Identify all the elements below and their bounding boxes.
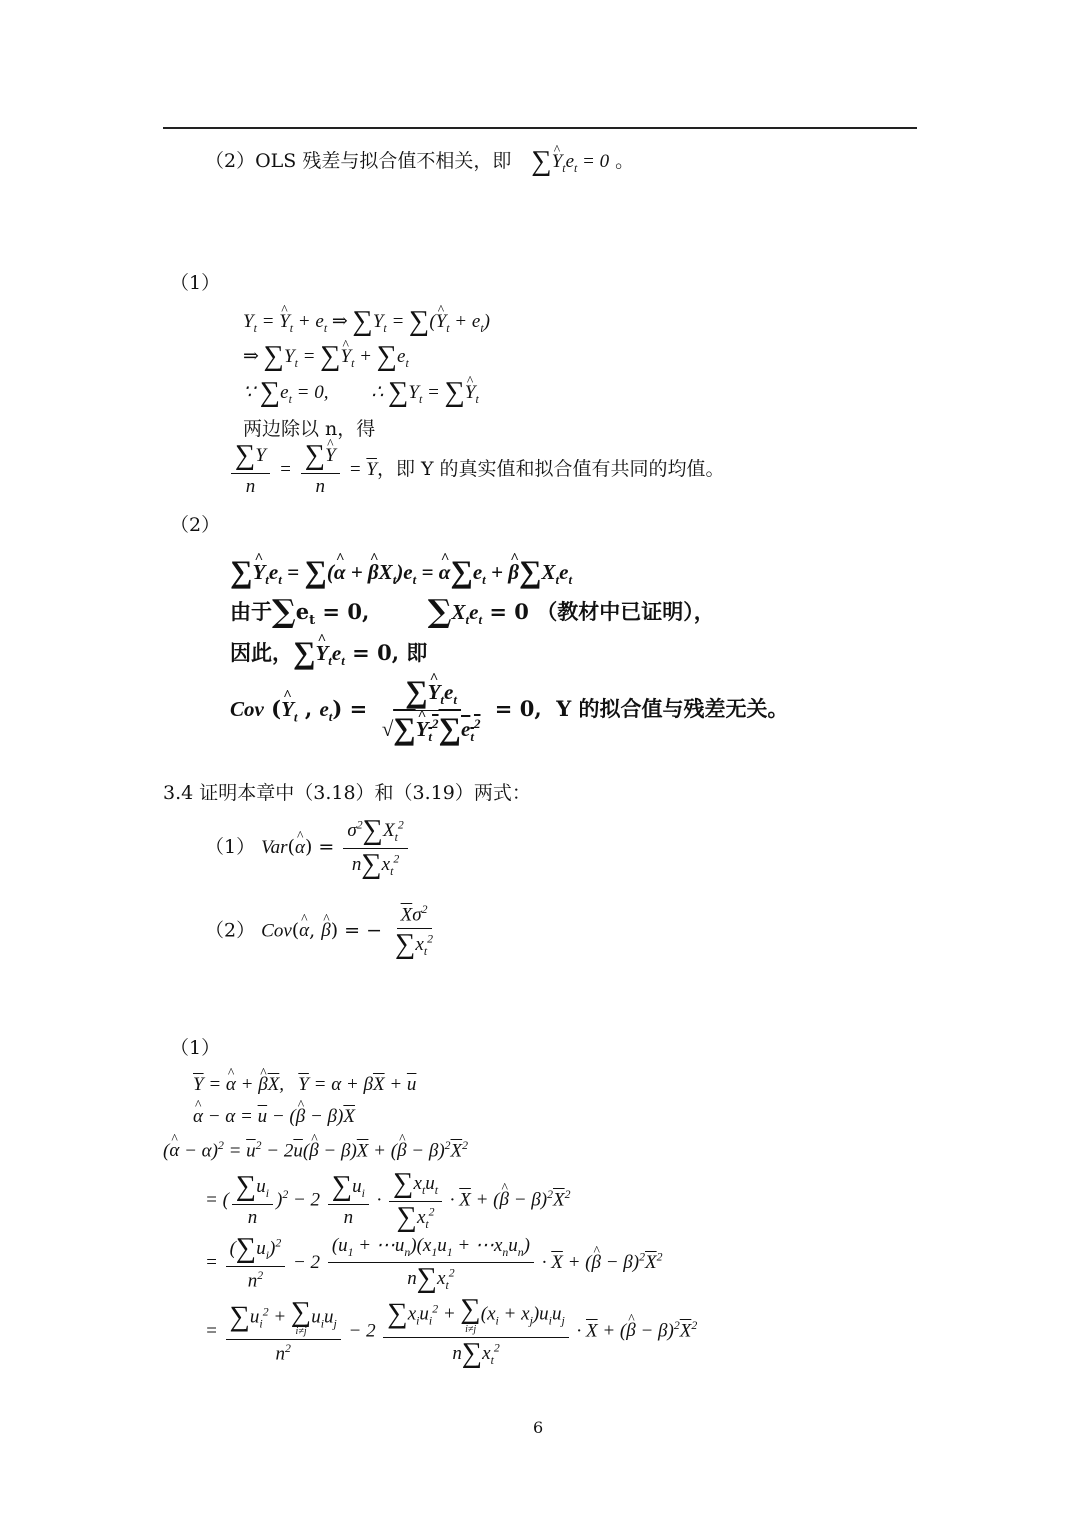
textbook-text: （教材中已证明）， [536, 599, 715, 624]
part2-label: （2） [170, 514, 221, 536]
frac-sum-u-over-n: $\frac{\sum u_i}{n}$ [232, 1173, 273, 1229]
item1-label: （1） [205, 836, 256, 858]
part1-conclusion: ，即 Y 的真实值和拟合值有共同的均值。 [376, 457, 725, 480]
eq-expand-step1: = ( $\frac{\sum u_i}{n}$ )$^2$ − 2 $\frac{\sum u_i}{n}$ · $\frac{\sum x_tu_t}{\sum x_t^2}$ · $\overline{X}$ + (^ $\beta - \beta)^2\overline{X}^2$ [205, 1170, 571, 1232]
cov-alpha-beta-line: （2） Cov(^ α, ^ β) = − $\frac{\overline{X}\sigma^2}{\sum x_t^2}$ [205, 903, 440, 960]
therefore-line: 因此，∑^ $Y_te_t = 0$, 即 [230, 637, 427, 669]
question-suffix: 。 [615, 150, 635, 172]
eq-residual-sum: $Y_t$ = ^ $Y_t + e_t$ ⇒ $\sum Y_t$ = ∑(^ $Y_t + e_t$) [243, 308, 490, 337]
frac-sum-u2-cross: $\sum u_i^2$ + ∑ i≠j $u_iu_j$ $n^2$ [226, 1299, 341, 1366]
fraction-sum-yhat: $\frac{\sum\^{} Y}{n}$ [301, 442, 340, 498]
frac-sum-xu2-cross: $\sum x_iu_i^2$ + ∑ i≠j $(x_i + x_j)u_iu_j$ $n\sum x_t^2$ [383, 1296, 568, 1368]
cov-alpha-beta-fraction: $\frac{\overline{X}\sigma^2}{\sum x_t^2}$ [395, 903, 434, 961]
part1-label: （1） [170, 272, 221, 294]
cov-fraction: $\frac{\sum\^{} Y_te_t}{√\sum\^{} Y_t^2\sum e_t^2}$ [378, 676, 485, 745]
therefore-text: 因此， [230, 640, 293, 665]
eq-alpha-diff: ^ $\alpha - \alpha = \overline{u}$ − (^ $\beta - \beta)\overline{X}$ [193, 1106, 355, 1128]
item2-label: （2） [205, 919, 256, 942]
header-rule [163, 127, 917, 129]
question-line [205, 146, 634, 177]
frac-sum-xu-over-sum-x2: $\frac{\sum x_tu_t}{\sum x_t^2}$ [389, 1170, 442, 1232]
problem-34-title: 3.4 证明本章中（3.18）和（3.19）两式： [163, 782, 531, 804]
eq-sum-split: ⇒ $\sum Y_t$ = ∑^ $Y_t + \sum e_t$ [243, 343, 409, 372]
page-number: 6 [533, 1418, 544, 1437]
fraction-sum-y: $\frac{\sum Y}{n}$ [231, 442, 270, 498]
eq-because: ∵ $\sum e_t = 0$, ∴ $\sum Y_t$ = ∑^ $Y_t$ [243, 379, 479, 408]
part2-conclusion: Y 的拟合值与残差无关。 [556, 696, 789, 722]
eq-expand-step3: = $\sum u_i^2$ + ∑ i≠j $u_iu_j$ $n^2$ − 2 $\sum x_iu_i^2$ + ∑ i≠j $(x_i + x_j)u_iu_j$ $n\sum x_t^2$ · $\overline{X}$ + (^ $\beta - \beta)^2\overline{X}^2$ [205, 1296, 697, 1368]
var-alpha-line: （1） Var(^ α) = $\frac{\sigma^2\sum X_t^2}{n\sum x_t^2}$ [205, 817, 411, 879]
eq-means: $\overline{Y}$ = ^ α + ^ $\beta\overline{X}$, $\overline{Y} = \alpha + \beta\overline{X} + \overline{u}$ [193, 1074, 416, 1096]
question-intro: （2）OLS 残差与拟合值不相关，即 [205, 150, 512, 172]
eq-expand-yhat-e: ∑^ $Y_te_t$ = ∑(^ α + ^ $\beta X_t)e_t$ = ^ $\alpha\sum e_t$ + ^ $\beta\sum X_te_t$ [230, 556, 572, 588]
cov-line: Cov (^ $Y_t$ , $e_t$) = $\frac{\sum\^{} Y_te_t}{√\sum\^{} Y_t^2\sum e_t^2}$ = 0, Y 的拟合值与残差无关。 [230, 676, 789, 745]
question-formula: ∑^ $Y_te_t = 0$ [531, 151, 609, 172]
since-line: 由于$\sum e_t = 0$, $\sum X_te_t = 0$ （教材中已证明）， [230, 593, 715, 630]
ji-text: 即 [406, 640, 428, 665]
eq-alpha-diff-squared: (^ $\alpha - \alpha)^2 = \overline{u}^2$ − $2\overline{u}(\^{}$ $\beta - \beta)\overline{X}$ + (^ $\beta - \beta)^2\overline{X}^2$ [163, 1139, 468, 1162]
since-text: 由于 [230, 599, 272, 624]
eq-expand-step2: = $\frac{(\sum u_i)^2}{n^2}$ − 2 $\frac{(u_1 + \cdots u_n)(x_1u_1 + \cdots x_nu_n)}{n\sum x_t^2}$ · $\overline{X}$ + (^ $\beta - \beta)^2\overline{X}^2$ [205, 1234, 663, 1293]
divide-text: 两边除以 n，得 [243, 418, 376, 440]
frac-product-expansion: $\frac{(u_1 + \cdots u_n)(x_1u_1 + \cdots x_nu_n)}{n\sum x_t^2}$ [328, 1234, 534, 1293]
mean-equation: $\frac{\sum Y}{n}$ = $\frac{\sum\^{} Y}{n}$ = $\overline{Y}$，即 Y 的真实值和拟合值有共同的均值。 [228, 442, 725, 498]
frac-sum-u-over-n-2: $\frac{\sum u_i}{n}$ [328, 1173, 369, 1229]
proof-label: （1） [170, 1037, 221, 1059]
var-alpha-fraction: $\frac{\sigma^2\sum X_t^2}{n\sum x_t^2}$ [343, 817, 407, 879]
frac-sum-u-squared: $\frac{(\sum u_i)^2}{n^2}$ [226, 1235, 286, 1292]
